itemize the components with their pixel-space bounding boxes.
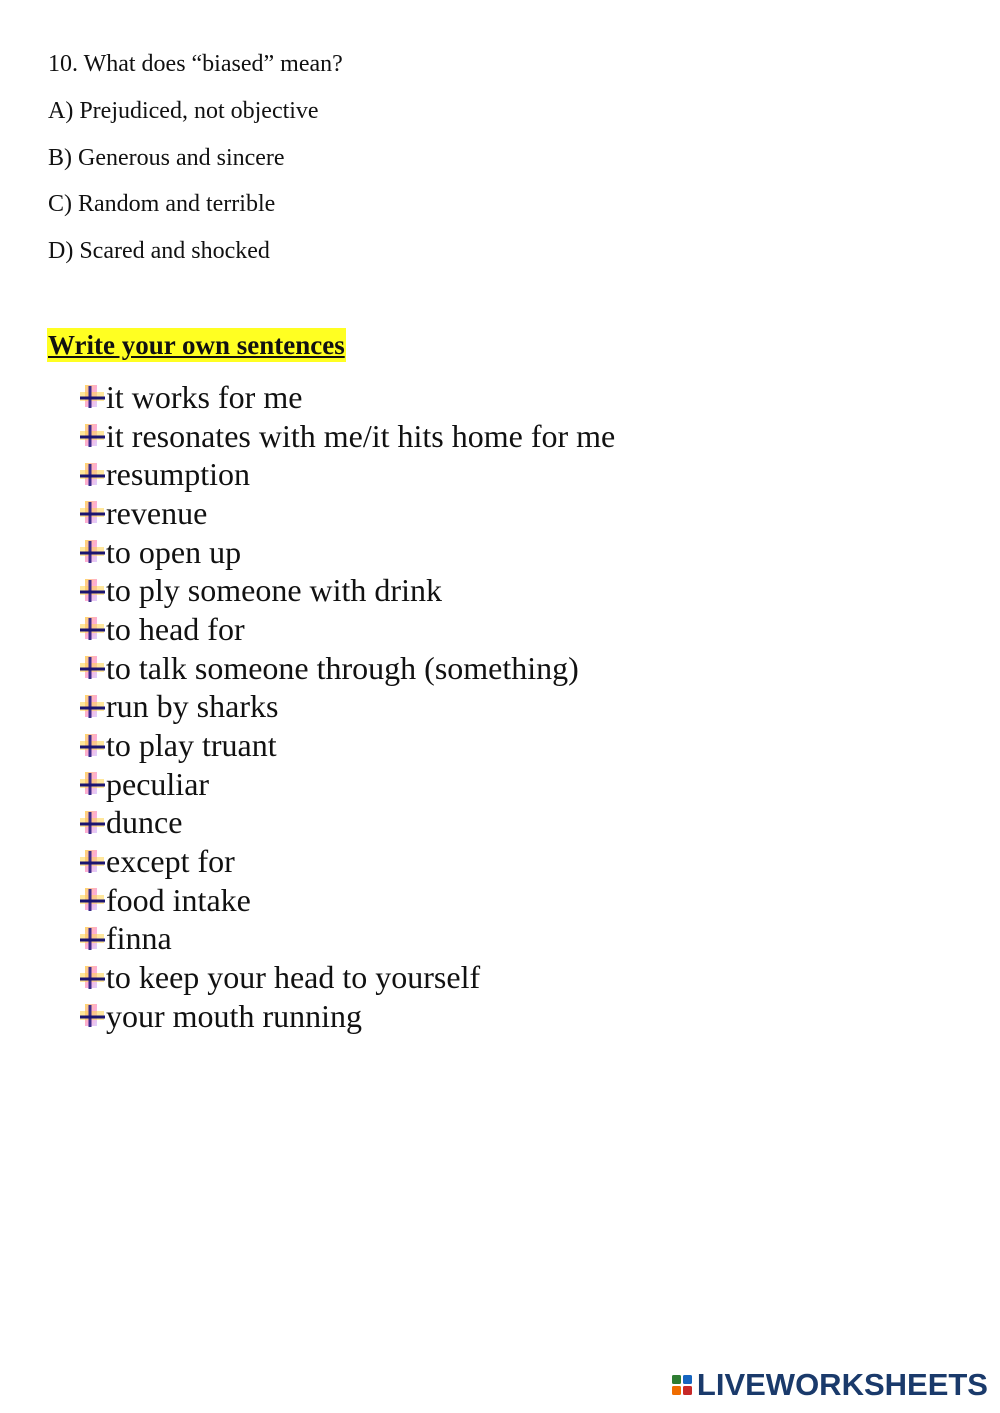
cross-arrow-bullet-icon (78, 461, 106, 489)
list-item-text: peculiar (106, 765, 210, 802)
cross-arrow-bullet-icon (78, 848, 106, 876)
section-heading: Write your own sentences (48, 330, 345, 360)
list-item (78, 920, 615, 959)
list-item (78, 958, 615, 997)
list-item-text: to open up (106, 533, 242, 570)
option-d: D) Scared and shocked (48, 238, 270, 264)
option-a: A) Prejudiced, not objective (48, 98, 319, 124)
cross-arrow-bullet-icon (78, 615, 106, 643)
list-item (78, 688, 615, 727)
list-item (78, 494, 615, 533)
cross-arrow-bullet-icon (78, 577, 106, 605)
question-prompt: 10. What does “biased” mean? (48, 51, 343, 77)
list-item-text: to talk someone through (something) (106, 649, 579, 686)
list-item (78, 997, 615, 1036)
liveworksheets-logo (671, 1367, 988, 1403)
list-item (78, 378, 615, 417)
list-item-text: to ply someone with drink (106, 572, 442, 609)
list-item (78, 649, 615, 688)
list-item (78, 804, 615, 843)
list-item-text: food intake (106, 881, 251, 918)
list-item-text: run by sharks (106, 688, 279, 725)
list-item (78, 610, 615, 649)
list-item-text: resumption (106, 456, 250, 493)
cross-arrow-bullet-icon (78, 964, 106, 992)
list-item (78, 533, 615, 572)
list-item-text: it resonates with me/it hits home for me (106, 417, 616, 454)
option-c: C) Random and terrible (48, 191, 276, 217)
list-item-text: except for (106, 843, 235, 880)
cross-arrow-bullet-icon (78, 925, 106, 953)
list-item (78, 455, 615, 494)
list-item-text: it works for me (106, 378, 303, 415)
list-item (78, 842, 615, 881)
cross-arrow-bullet-icon (78, 499, 106, 527)
list-item-text: to keep your head to yourself (106, 959, 481, 996)
cross-arrow-bullet-icon (78, 538, 106, 566)
list-item (78, 765, 615, 804)
list-item (78, 726, 615, 765)
list-item (78, 881, 615, 920)
cross-arrow-bullet-icon (78, 693, 106, 721)
cross-arrow-bullet-icon (78, 1002, 106, 1030)
cross-arrow-bullet-icon (78, 770, 106, 798)
list-item-text: to play truant (106, 727, 277, 764)
cross-arrow-bullet-icon (78, 886, 106, 914)
list-item (78, 571, 615, 610)
list-item-text: to head for (106, 610, 245, 647)
brand-name: LIVEWORKSHEETS (696, 1367, 988, 1402)
cross-arrow-bullet-icon (78, 383, 106, 411)
cross-arrow-bullet-icon (78, 422, 106, 450)
option-b: B) Generous and sincere (48, 145, 285, 171)
list-item-text: dunce (106, 804, 183, 841)
list-item-text: finna (106, 920, 172, 957)
list-item (78, 417, 615, 456)
cross-arrow-bullet-icon (78, 809, 106, 837)
list-item-text: revenue (106, 494, 208, 531)
cross-arrow-bullet-icon (78, 654, 106, 682)
list-item-text: your mouth running (106, 997, 362, 1034)
liveworksheets-logo-icon (671, 1374, 693, 1396)
cross-arrow-bullet-icon (78, 732, 106, 760)
vocabulary-list (78, 378, 615, 1036)
